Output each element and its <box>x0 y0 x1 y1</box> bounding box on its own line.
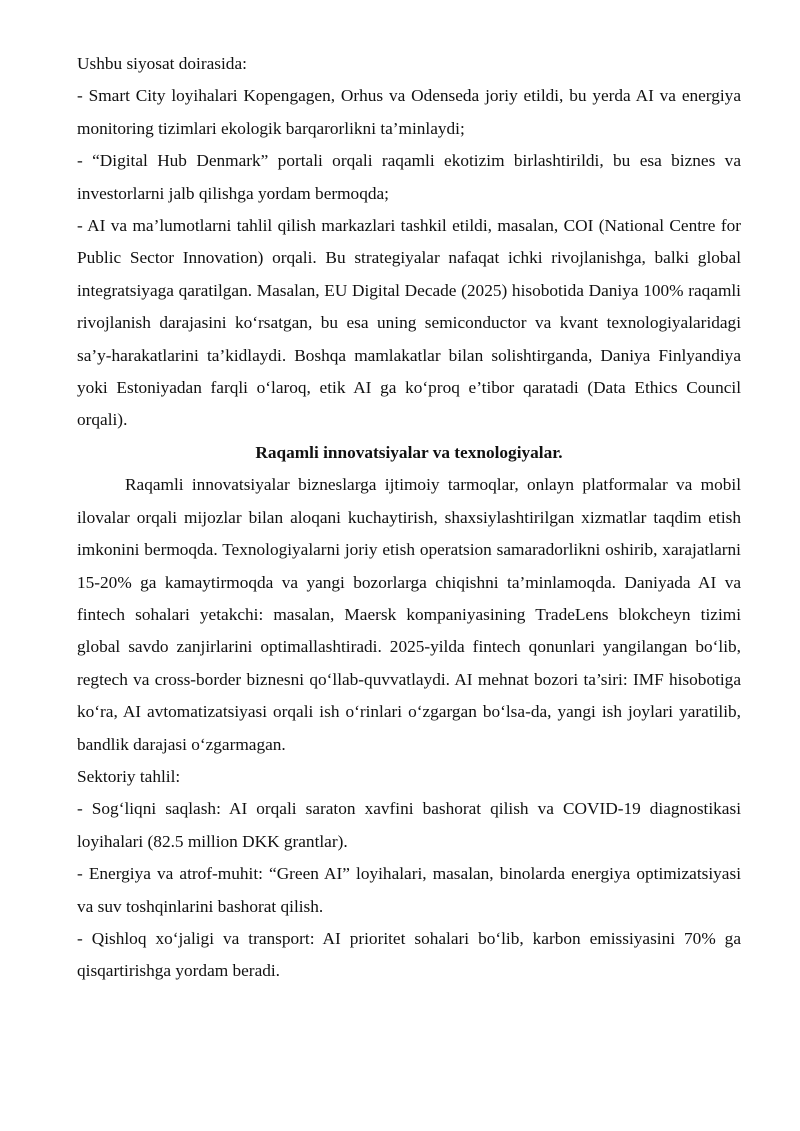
sector-item-health: - Sog‘liqni saqlash: AI orqali saraton xavfini bashorat qilish va COVID-19 diagnostikasi loyihalari (82.5 million DKK grantlar). <box>77 799 741 851</box>
sector-item-agriculture: - Qishloq xo‘jaligi va transport: AI prioritet sohalari bo‘lib, karbon emissiyasini 70% ga qisqartirishga yordam beradi. <box>77 928 741 981</box>
intro-line: Ushbu siyosat doirasida: <box>77 54 247 73</box>
section-paragraph: Raqamli innovatsiyalar bizneslarga ijtimoiy tarmoqlar, onlayn platformalar va mobil ilovalar orqali mijozlar bilan aloqani kuchaytirish, shaxsiylashtirilgan xizmatlar taqdim etish imkonini bermoqda. Texnologiyalarni joriy etish operatsion samaradorlikni oshirib, xarajatlarni 15-20% ga kamaytirmoqda va yangi bozorlarga chiqishni ta’minlamoqda. Daniyada AI va fintech sohalari yetakchi: masalan, Maersk kompaniyasining TradeLens blokcheyn tizimi global savdo zanjirlarini optimallashtiradi. 2025-yilda fintech qonunlari yangilangan bo‘lib, regtech va cross-border biznesni qo‘llab-quvvatlaydi. AI mehnat bozori ta’siri: IMF hisobotiga ko‘ra, AI avtomatizatsiyasi orqali ish o‘rinlari o‘zgargan bo‘lsa-da, yangi ish joylari yaratilib, bandlik darajasi o‘zgarmagan. <box>77 475 741 754</box>
sector-title: Sektoriy tahlil: <box>77 766 181 786</box>
document-page <box>77 48 741 988</box>
policy-item-digital-hub: - “Digital Hub Denmark” portali orqali raqamli ekotizim birlashtirildi, bu esa biznes va investorlarni jalb qilishga yordam bermoqda; <box>77 151 741 203</box>
sector-item-energy: - Energiya va atrof-muhit: “Green AI” loyihalari, masalan, binolarda energiya optimizatsiyasi va suv toshqinlarini bashorat qilish. <box>77 864 741 916</box>
policy-item-ai-centres: - AI va ma’lumotlarni tahlil qilish markazlari tashkil etildi, masalan, COI (National Centre for Public Sector Innovation) orqali. Bu strategiyalar nafaqat ichki rivojlanishga, balki global integratsiyaga qaratilgan. Masalan, EU Digital Decade (2025) hisobotida Daniya 100% raqamli rivojlanish darajasini ko‘rsatgan, bu esa uning semiconductor va kvant texnologiyalaridagi sa’y-harakatlarini ta’kidlaydi. Boshqa mamlakatlar bilan solishtirganda, Daniya Finlyandiya yoki Estoniyadan farqli o‘laroq, etik AI ga ko‘proq e’tibor qaratadi (Data Ethics Council orqali). <box>77 216 741 430</box>
policy-item-smart-city: - Smart City loyihalari Kopengagen, Orhus va Odenseda joriy etildi, bu yerda AI va energiya monitoring tizimlari ekologik barqarorlikni ta’minlaydi; <box>77 86 741 138</box>
section-heading: Raqamli innovatsiyalar va texnologiyalar. <box>255 442 563 462</box>
